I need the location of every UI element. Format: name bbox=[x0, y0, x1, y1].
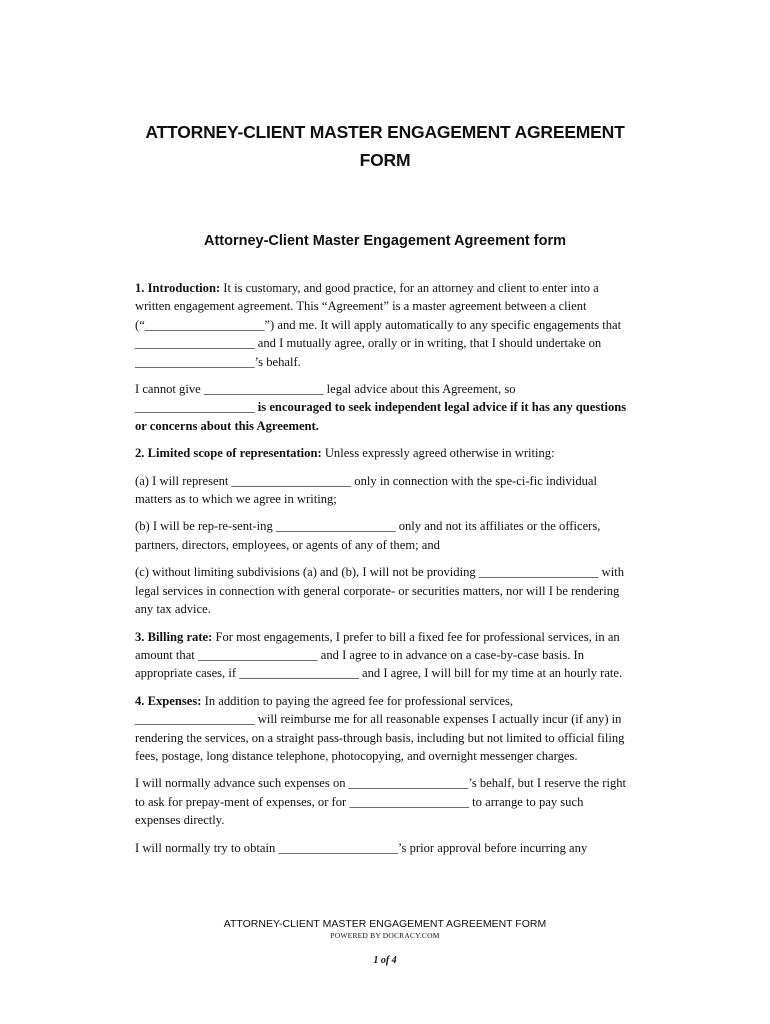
page-number: 1 of 4 bbox=[373, 955, 397, 966]
advance-expenses-paragraph: I will normally advance such expenses on ___________________’s behalf, but I reserve the right to ask for prepay-ment of expenses, or for ___________________ to arrange to pay such expenses directly. bbox=[135, 776, 627, 828]
scope-heading: 2. Limited scope of representation: bbox=[135, 446, 322, 461]
page-footer bbox=[60, 918, 710, 966]
document-title bbox=[60, 118, 710, 174]
introduction-heading: 1. Introduction: bbox=[135, 281, 221, 295]
billing-text: For most engagements, I prefer to bill a fixed fee for professional services, in an amount that ___________________ and I agree to in advance on a case-by-case basis. In appropriate cases, if ___________________ and I agree, I will bill for my time at an hourly rate. bbox=[135, 629, 623, 681]
footer-powered-by: POWERED BY DOCRACY.COM bbox=[330, 931, 440, 940]
scope-item-a: (a) I will represent ___________________ only in connection with the spe-ci-fic individual matters as to which we agree in writing; bbox=[135, 473, 598, 507]
billing-paragraph bbox=[135, 628, 630, 683]
introduction-paragraph bbox=[135, 279, 630, 371]
title-line-2: FORM bbox=[359, 150, 411, 170]
legal-advice-paragraph bbox=[135, 380, 630, 435]
expenses-heading: 4. Expenses: bbox=[135, 693, 202, 708]
title-line-1: ATTORNEY-CLIENT MASTER ENGAGEMENT AGREEMENT bbox=[145, 122, 625, 142]
document-body bbox=[135, 279, 630, 866]
billing-heading: 3. Billing rate: bbox=[135, 629, 213, 644]
scope-item-c: (c) without limiting subdivisions (a) and (b), I will not be providing ___________________ with legal services in connection with general corporate- or securities matters, nor will I be rendering any tax advice. bbox=[135, 565, 625, 617]
prior-approval-paragraph: I will normally try to obtain ___________________’s prior approval before incurring any bbox=[135, 840, 588, 855]
introduction-text: It is customary, and good practice, for an attorney and client to enter into a written engagement agreement. This “Agreement” is a master agreement between a client (“___________________”) and me. It will apply automatically to any specific engagements that ___________________ and I mutually agree, orally or in writing, that I should undertake on ___________________’s behalf. bbox=[135, 281, 622, 369]
scope-paragraph bbox=[135, 444, 630, 462]
document-subtitle: Attorney-Client Master Engagement Agreement form bbox=[203, 233, 567, 249]
expenses-paragraph bbox=[135, 692, 630, 766]
legal-advice-text: I cannot give ___________________ legal advice about this Agreement, so ___________________ bbox=[135, 382, 516, 415]
scope-text: Unless expressly agreed otherwise in writing: bbox=[321, 446, 555, 461]
scope-item-b: (b) I will be rep-re-sent-ing ___________________ only and not its affiliates or the officers, partners, directors, employees, or agents of any of them; and bbox=[135, 519, 601, 552]
legal-advice-bold-text: is encouraged to seek independent legal advice if it has any questions or concerns about this Agreement. bbox=[135, 400, 627, 433]
expenses-text: In addition to paying the agreed fee for professional services, ___________________ will reimburse me for all reasonable expenses I actually incur (if any) in rendering the services, on a straight pass-through basis, including but not limited to official filing fees, postage, long distance telephone, photocopying, and overnight messenger charges. bbox=[135, 693, 625, 763]
footer-document-name: ATTORNEY-CLIENT MASTER ENGAGEMENT AGREEMENT FORM bbox=[223, 918, 547, 930]
